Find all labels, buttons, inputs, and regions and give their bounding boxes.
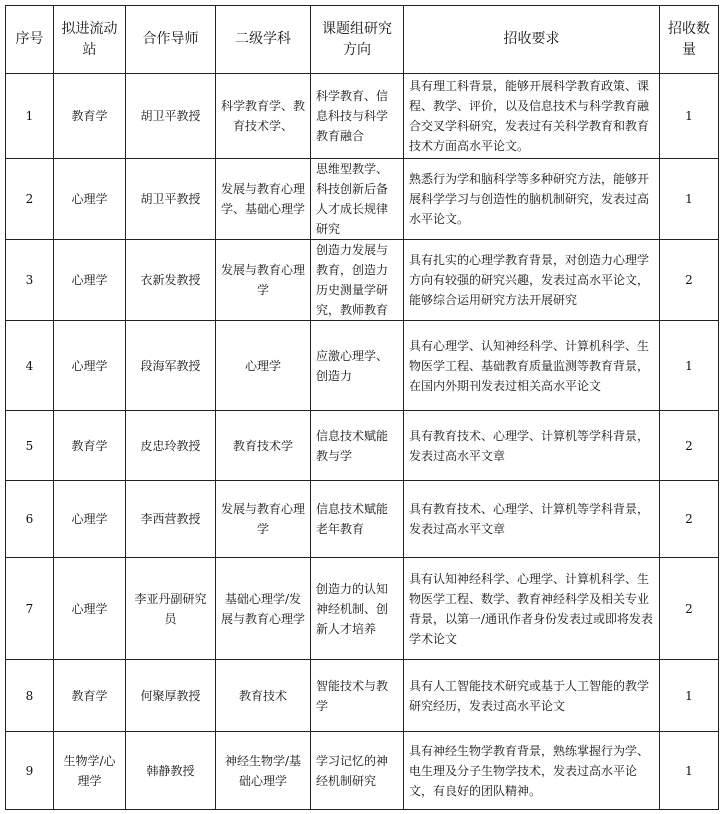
header-cell-station: 拟进流动站 <box>54 6 126 74</box>
cell-requirement: 具有神经生物学教育背景，熟练掌握行为学、电生理及分子生物学技术，发表过高水平论文，有良好的团队精神。 <box>404 732 660 810</box>
cell-no: 3 <box>6 240 54 321</box>
cell-station: 教育学 <box>54 74 126 159</box>
cell-station: 心理学 <box>54 481 126 558</box>
cell-quota: 2 <box>660 481 719 558</box>
cell-requirement: 具有人工智能技术研究或基于人工智能的教学研究经历，发表过高水平论文 <box>404 660 660 732</box>
cell-advisor: 段海军教授 <box>126 321 216 411</box>
cell-direction: 信息技术赋能教与学 <box>311 411 404 481</box>
cell-quota: 2 <box>660 558 719 660</box>
cell-station: 心理学 <box>54 321 126 411</box>
cell-discipline: 发展与教育心理学、基础心理学 <box>216 159 311 240</box>
table-row <box>6 240 719 321</box>
cell-no: 9 <box>6 732 54 810</box>
cell-no: 8 <box>6 660 54 732</box>
cell-quota: 1 <box>660 321 719 411</box>
cell-quota: 1 <box>660 660 719 732</box>
cell-advisor: 何聚厚教授 <box>126 660 216 732</box>
cell-advisor: 韩静教授 <box>126 732 216 810</box>
cell-requirement: 具有认知神经科学、心理学、计算机科学、生物医学工程、数学、教育神经科学及相关专业背景，以第一/通讯作者身份发表过或即将发表学术论文 <box>404 558 660 660</box>
cell-direction: 智能技术与教学 <box>311 660 404 732</box>
table-row <box>6 558 719 660</box>
cell-advisor: 胡卫平教授 <box>126 159 216 240</box>
cell-direction: 科学教育、信息科技与科学教育融合 <box>311 74 404 159</box>
cell-requirement: 具有教育技术、心理学、计算机等学科背景，发表过高水平文章 <box>404 481 660 558</box>
cell-direction: 信息技术赋能老年教育 <box>311 481 404 558</box>
cell-quota: 1 <box>660 732 719 810</box>
cell-requirement: 具有教育技术、心理学、计算机等学科背景，发表过高水平文章 <box>404 411 660 481</box>
cell-quota: 1 <box>660 159 719 240</box>
cell-quota: 1 <box>660 74 719 159</box>
cell-requirement: 具有理工科背景，能够开展科学教育政策、课程、教学、评价，以及信息技术与科学教育融合交叉学科研究，发表过有关科学教育和教育技术方面高水平论文。 <box>404 74 660 159</box>
cell-direction: 应激心理学、创造力 <box>311 321 404 411</box>
cell-no: 1 <box>6 74 54 159</box>
cell-direction: 创造力的认知神经机制、创新人才培养 <box>311 558 404 660</box>
cell-direction: 学习记忆的神经机制研究 <box>311 732 404 810</box>
cell-discipline: 发展与教育心理学 <box>216 481 311 558</box>
cell-station: 生物学/心理学 <box>54 732 126 810</box>
cell-station: 教育学 <box>54 411 126 481</box>
table-row <box>6 159 719 240</box>
cell-discipline: 教育技术 <box>216 660 311 732</box>
header-cell-discipline: 二级学科 <box>216 6 311 74</box>
cell-requirement: 具有扎实的心理学教育背景，对创造力心理学方向有较强的研究兴趣，发表过高水平论文，能够综合运用研究方法开展研究 <box>404 240 660 321</box>
table-row <box>6 481 719 558</box>
cell-direction: 创造力发展与教育，创造力历史测量学研究，教师教育 <box>311 240 404 321</box>
cell-advisor: 李亚丹副研究员 <box>126 558 216 660</box>
cell-quota: 2 <box>660 240 719 321</box>
table-header-row <box>6 6 719 74</box>
table-row <box>6 74 719 159</box>
cell-requirement: 熟悉行为学和脑科学等多种研究方法，能够开展科学学习与创造性的脑机制研究，发表过高水平论文。 <box>404 159 660 240</box>
cell-no: 7 <box>6 558 54 660</box>
cell-no: 4 <box>6 321 54 411</box>
cell-advisor: 皮忠玲教授 <box>126 411 216 481</box>
cell-discipline: 基础心理学/发展与教育心理学 <box>216 558 311 660</box>
cell-discipline: 教育技术学 <box>216 411 311 481</box>
cell-discipline: 心理学 <box>216 321 311 411</box>
header-cell-advisor: 合作导师 <box>126 6 216 74</box>
cell-no: 2 <box>6 159 54 240</box>
cell-advisor: 衣新发教授 <box>126 240 216 321</box>
cell-station: 心理学 <box>54 240 126 321</box>
cell-discipline: 神经生物学/基础心理学 <box>216 732 311 810</box>
table-row <box>6 321 719 411</box>
cell-no: 6 <box>6 481 54 558</box>
cell-discipline: 发展与教育心理学 <box>216 240 311 321</box>
header-cell-requirement: 招收要求 <box>404 6 660 74</box>
cell-station: 教育学 <box>54 660 126 732</box>
cell-station: 心理学 <box>54 558 126 660</box>
cell-direction: 思维型教学、科技创新后备人才成长规律研究 <box>311 159 404 240</box>
cell-discipline: 科学教育学、教育技术学、 <box>216 74 311 159</box>
header-cell-direction: 课题组研究方向 <box>311 6 404 74</box>
cell-no: 5 <box>6 411 54 481</box>
cell-quota: 2 <box>660 411 719 481</box>
header-cell-no: 序号 <box>6 6 54 74</box>
table-row <box>6 411 719 481</box>
table-row <box>6 660 719 732</box>
cell-advisor: 胡卫平教授 <box>126 74 216 159</box>
recruitment-table <box>5 5 719 810</box>
cell-requirement: 具有心理学、认知神经科学、计算机科学、生物医学工程、基础教育质量监测等教育背景，在国内外期刊发表过相关高水平论文 <box>404 321 660 411</box>
header-cell-quota: 招收数量 <box>660 6 719 74</box>
cell-station: 心理学 <box>54 159 126 240</box>
cell-advisor: 李西营教授 <box>126 481 216 558</box>
table-row <box>6 732 719 810</box>
